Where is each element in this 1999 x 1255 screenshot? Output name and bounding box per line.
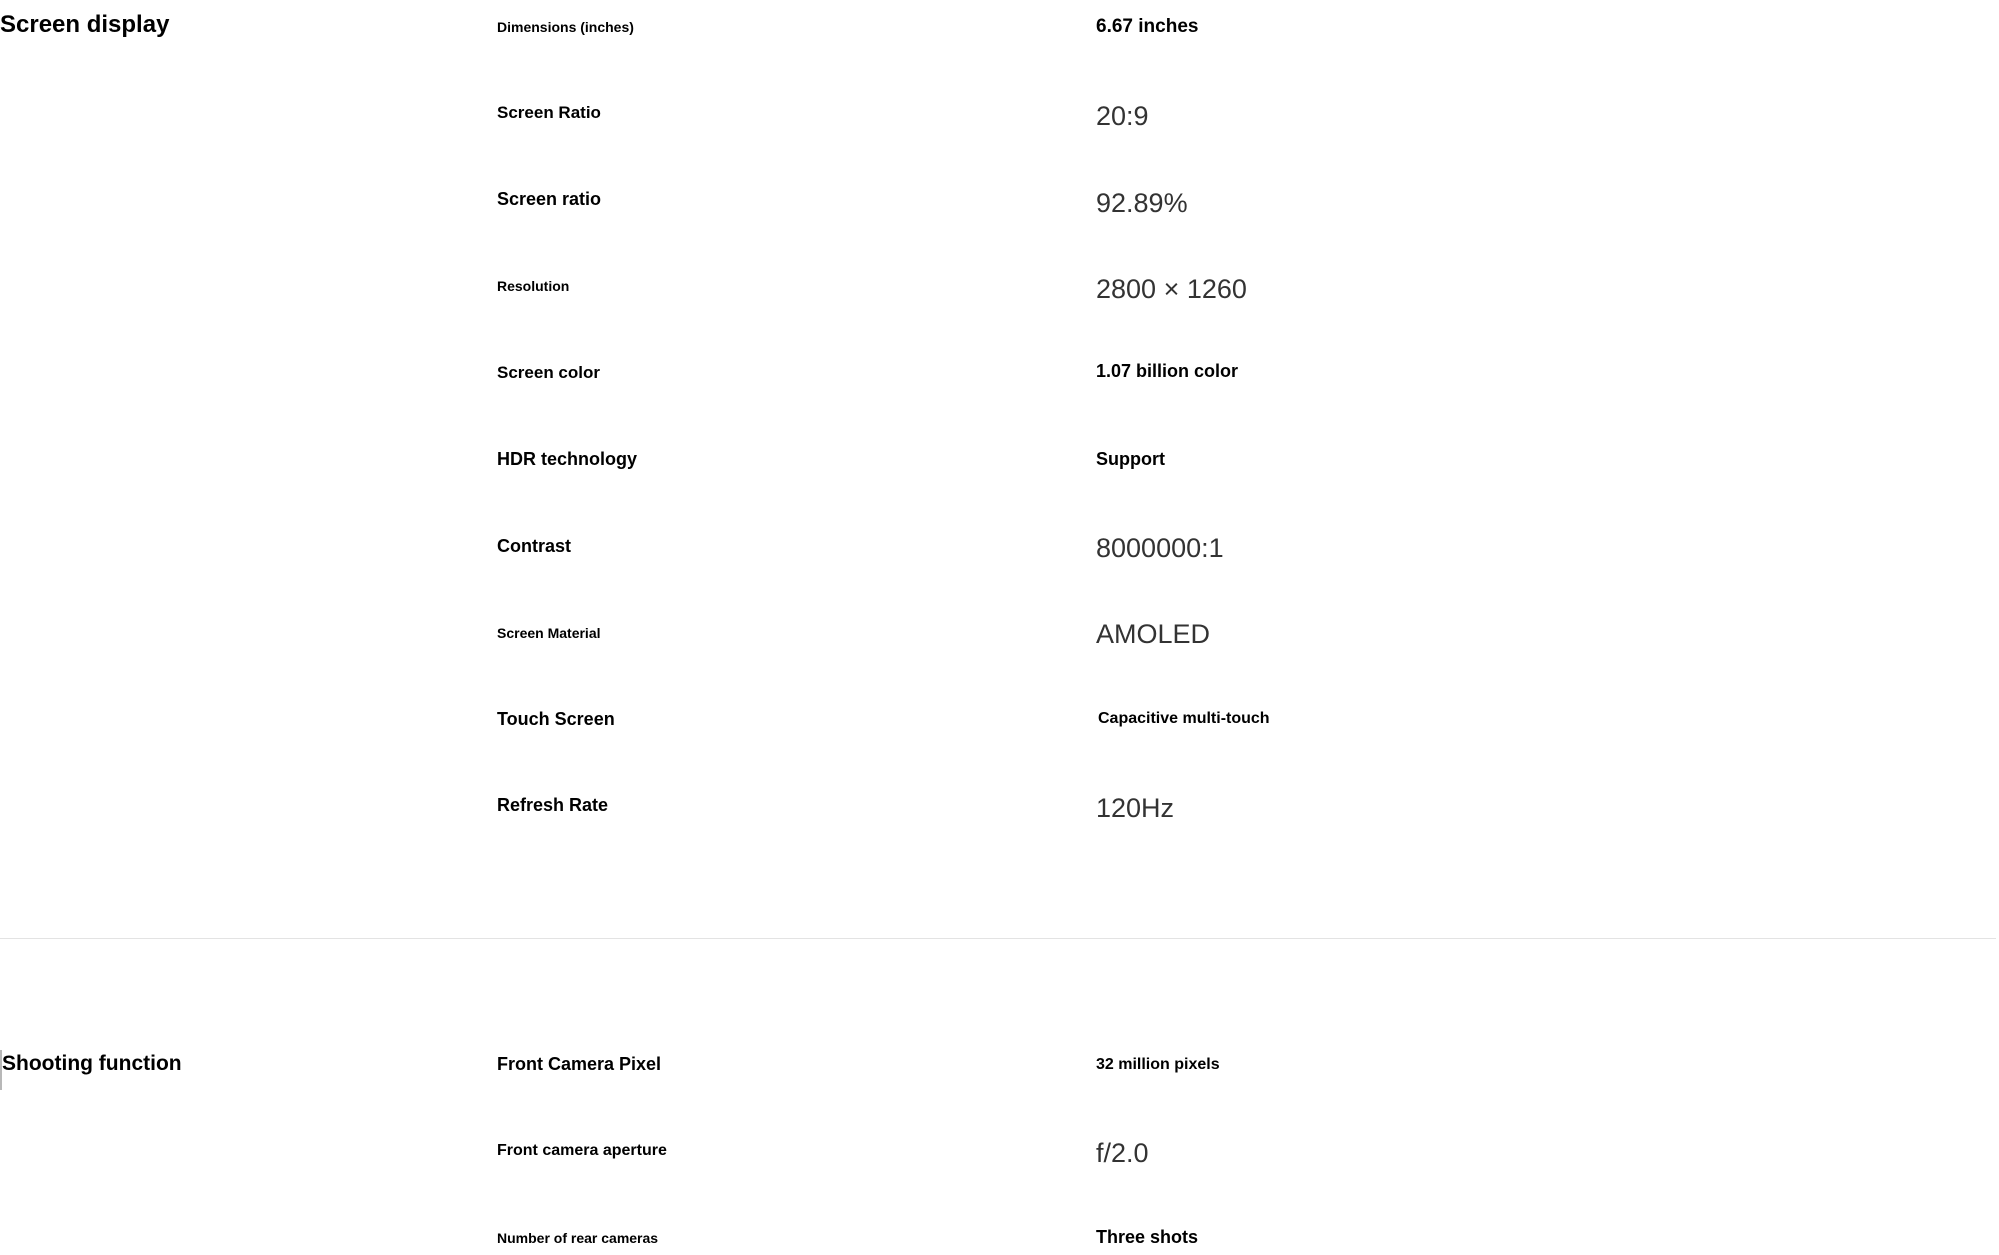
spec-label: Screen color xyxy=(497,363,600,382)
spec-value: f/2.0 xyxy=(1096,1138,1149,1168)
spec-label: Resolution xyxy=(497,278,570,294)
spec-value: 20:9 xyxy=(1096,101,1149,131)
spec-value: 92.89% xyxy=(1096,188,1188,218)
spec-value: Support xyxy=(1096,449,1165,469)
spec-label: Contrast xyxy=(497,536,572,556)
spec-label: Front camera aperture xyxy=(497,1142,667,1159)
spec-label: Number of rear cameras xyxy=(497,1230,659,1246)
spec-label: Screen Ratio xyxy=(497,103,601,122)
spec-label: Refresh Rate xyxy=(497,795,609,815)
spec-value: 2800 × 1260 xyxy=(1096,274,1247,304)
spec-label: Dimensions (inches) xyxy=(497,19,634,35)
spec-value: 6.67 inches xyxy=(1096,16,1199,37)
spec-value: 120Hz xyxy=(1096,793,1175,823)
section-title-shooting-function: Shooting function xyxy=(2,1052,182,1075)
spec-label: Screen ratio xyxy=(497,189,602,209)
spec-value: AMOLED xyxy=(1096,619,1211,649)
spec-label: Touch Screen xyxy=(497,709,615,729)
spec-label: Front Camera Pixel xyxy=(497,1054,662,1074)
spec-label: HDR technology xyxy=(497,449,638,469)
spec-value: 32 million pixels xyxy=(1096,1056,1220,1073)
spec-label: Screen Material xyxy=(497,625,601,641)
spec-value: Capacitive multi-touch xyxy=(1098,710,1270,727)
spec-value: 1.07 billion color xyxy=(1096,361,1239,381)
section-divider xyxy=(0,938,1996,939)
section-title-screen-display: Screen display xyxy=(0,11,170,38)
spec-value: 8000000:1 xyxy=(1096,533,1224,563)
spec-value: Three shots xyxy=(1096,1227,1199,1247)
